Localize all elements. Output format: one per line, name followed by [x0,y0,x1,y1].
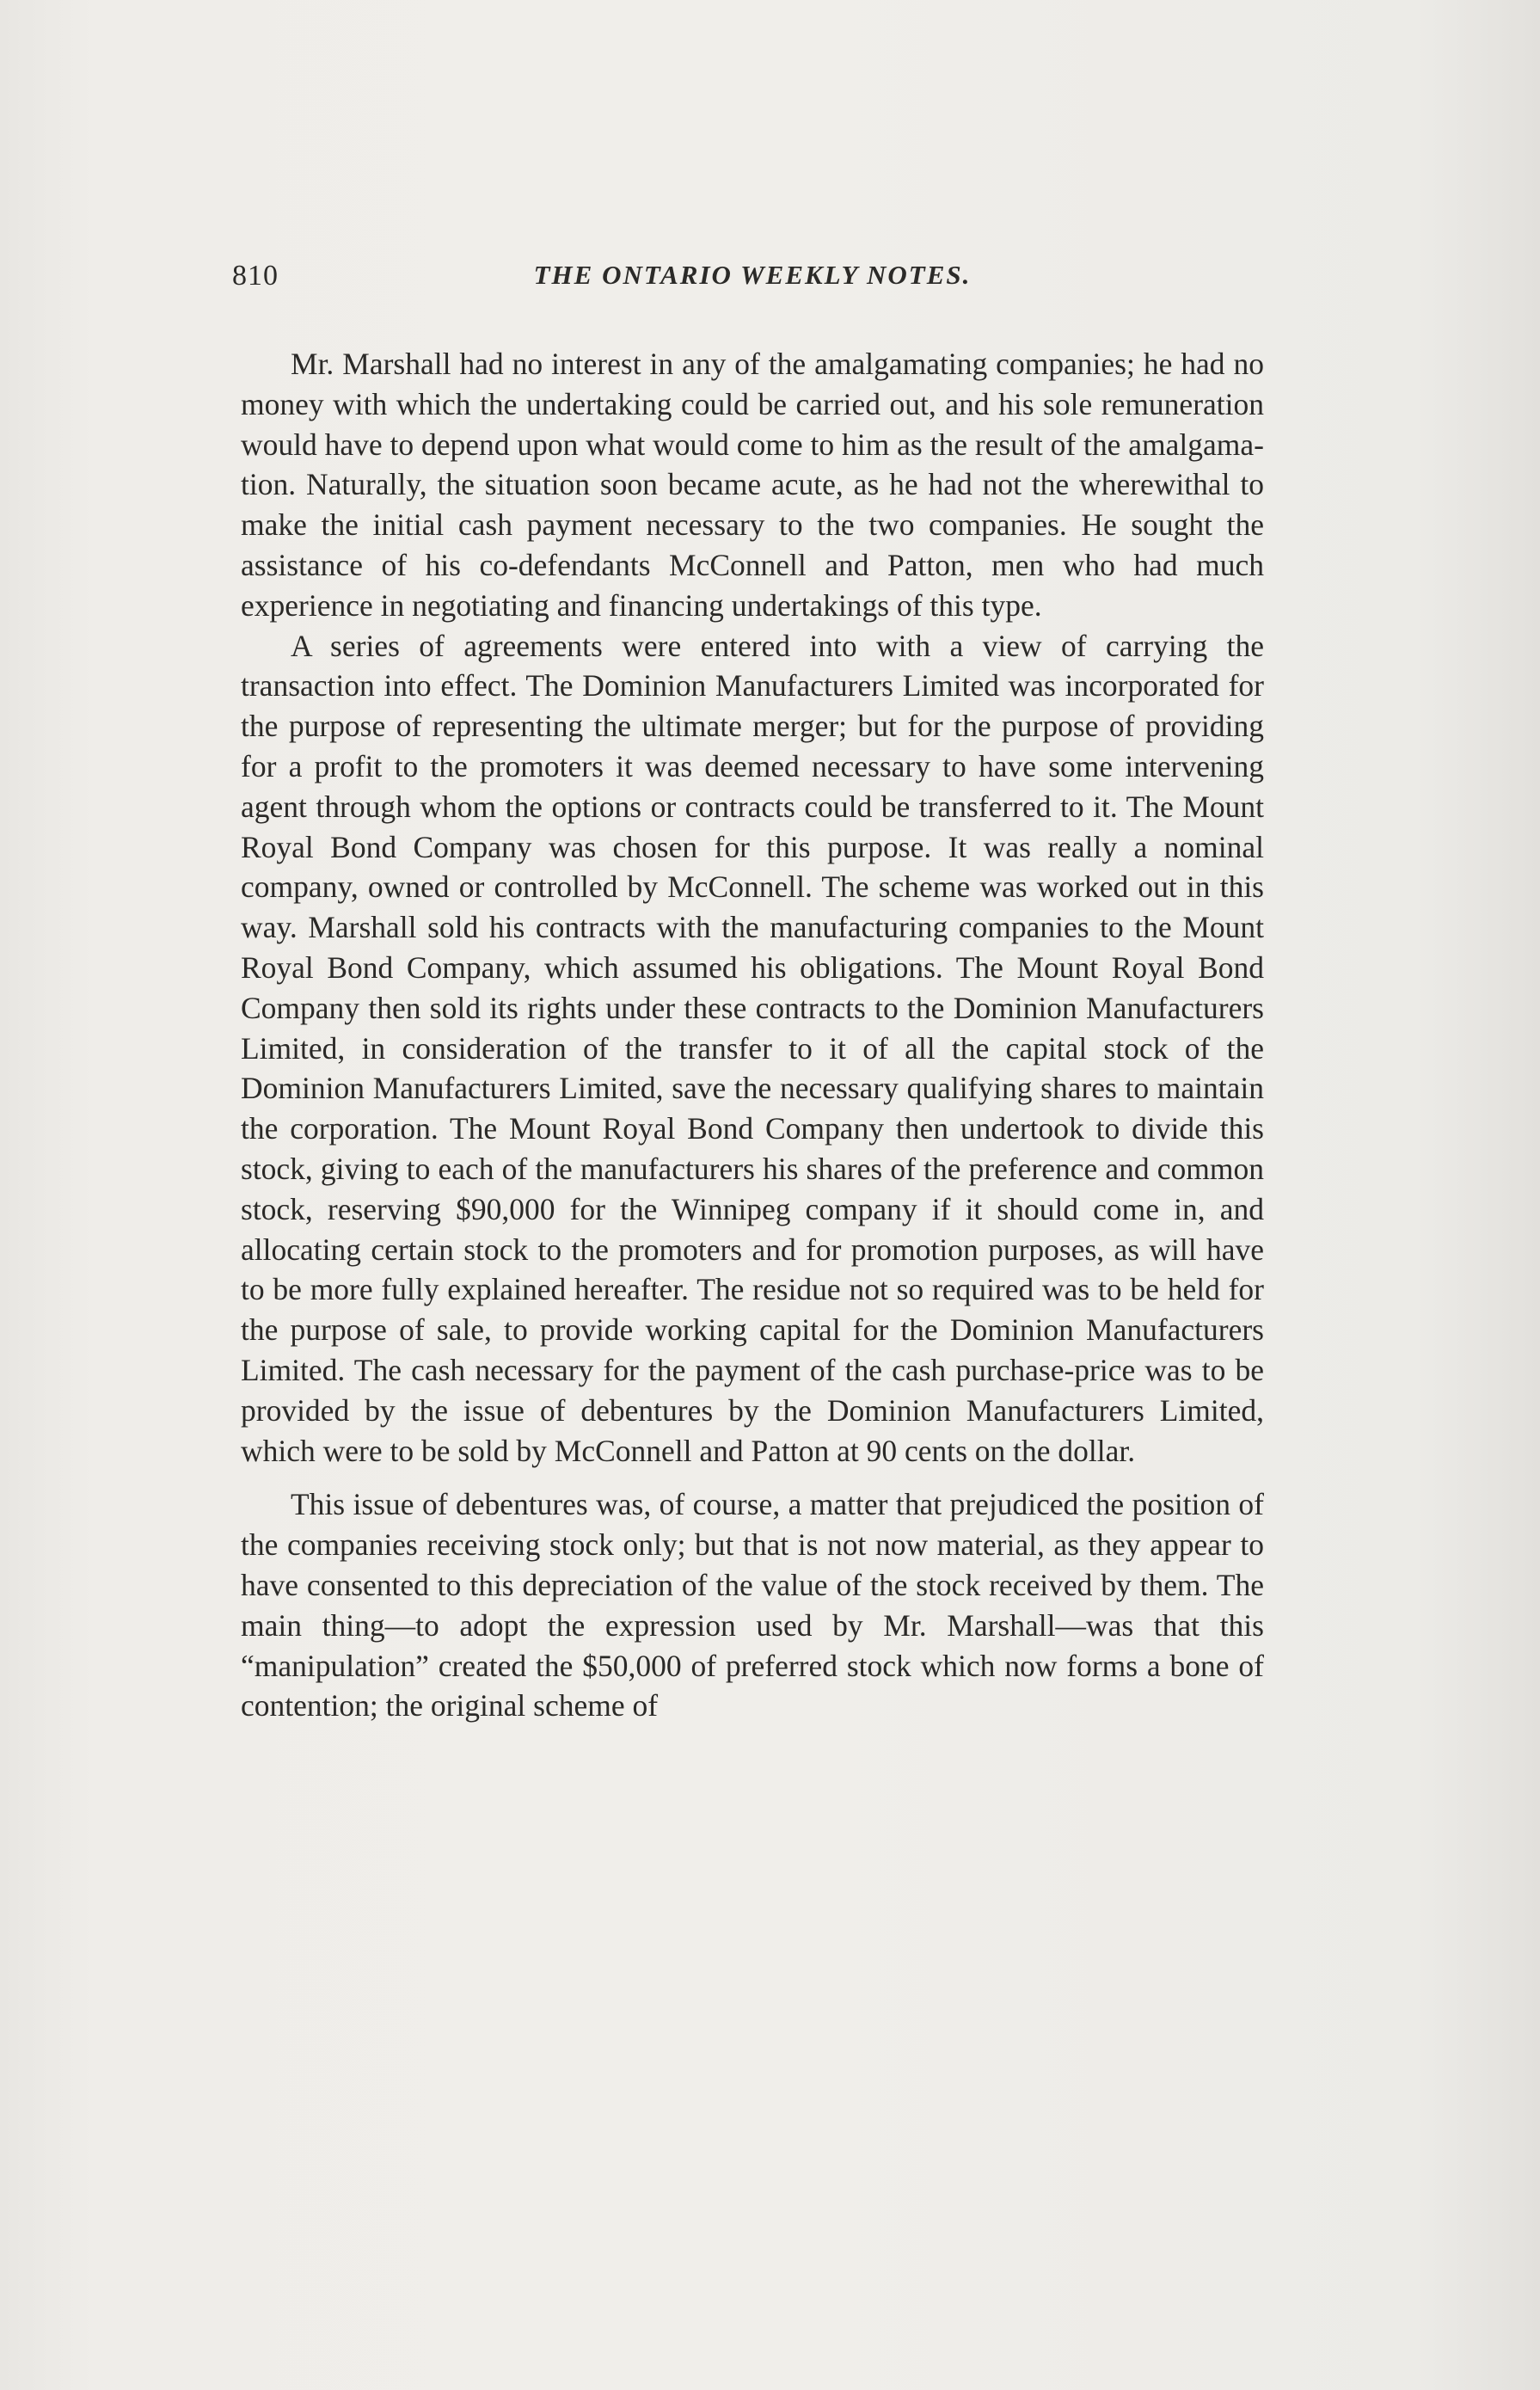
paragraph: This issue of debentures was, of course, a matter that prejudiced the position of the companies receiving stock only; but that is not now material, as they appear to have consented to this depreciation of the value of the stock received by them. The main thing—to adopt the expression used by Mr. Marshall—was that this “manipulation” created the $50,000 of preferred stock which now forms a bone of contention; the original scheme of [241,1487,1264,1723]
paragraph: Mr. Marshall had no interest in any of the amalgamating companies; he had no money with which the undertaking could be carried out, and his sole remuneration would have to depend upon what would come to him as the result of the amalgamation. Naturally, the situation soon became acute, as he had not the wherewithal to make the initial cash payment necessary to the two companies. He sought the assistance of his co-defendants McConnell and Patton, men who had much experience in negotiating and financing undertakings of this type. [241,347,1264,623]
page-number: 810 [232,260,279,292]
page-header [232,260,1273,303]
body-text [241,344,1264,1726]
running-title: THE ONTARIO WEEKLY NOTES. [533,260,972,290]
paragraph: A series of agreements were entered into with a view of carrying the transaction into effect. The Dominion Manufacturers Limited was incorporated for the purpose of representing the ultimate merger; but for the purpose of providing for a profit to the promoters it was deemed necessary to have some intervening agent through whom the options or contracts could be transferred to it. The Mount Royal Bond Company was chosen for this purpose. It was really a nominal company, owned or controlled by McConnell. The scheme was worked out in this way. Marshall sold his contracts with the manufacturing companies to the Mount Royal Bond Company, which assumed his obligations. The Mount Royal Bond Company then sold its rights under these contracts to the Dominion Manufacturers Limited, in consideration of the transfer to it of all the capital stock of the Dominion Manufacturers Limited, save the necessary qualifying shares to maintain the corporation. The Mount Royal Bond Company then undertook to divide this stock, giving to each of the manufacturers his shares of the preference and common stock, reserving $90,000 for the Winnipeg company if it should come in, and allocating certain stock to the promoters and for promotion purposes, as will have to be more fully explained hereafter. The residue not so required was to be held for the purpose of sale, to provide working capital for the Dominion Manufacturers Limited. The cash necessary for the payment of the cash purchase-price was to be provided by the issue of debentures by the Dominion Manufacturers Limited, which were to be sold by McConnell and Patton at 90 cents on the dollar. [241,628,1264,1468]
